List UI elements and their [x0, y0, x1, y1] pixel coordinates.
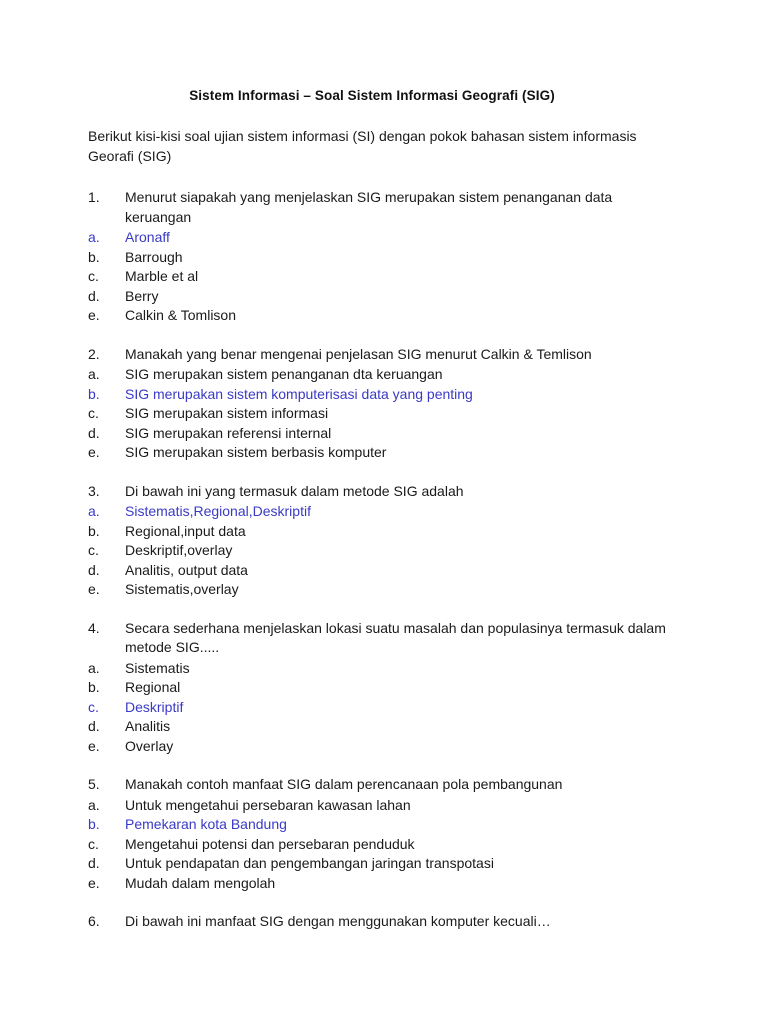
- question-text: Manakah yang benar mengenai penjelasan SIG menurut Calkin & Temlison: [125, 345, 592, 362]
- answer-option[interactable]: [88, 248, 666, 268]
- question-number: 2.: [88, 345, 100, 362]
- answer-option[interactable]: [88, 561, 666, 581]
- question-text: Menurut siapakah yang menjelaskan SIG merupakan sistem penanganan data keruangan: [125, 189, 613, 225]
- option-text: Deskriptif,overlay: [125, 542, 233, 558]
- option-text: Untuk pendapatan dan pengembangan jaringan transpotasi: [125, 855, 494, 871]
- option-text: Calkin & Tomlison: [125, 307, 237, 323]
- option-letter: c.: [88, 542, 99, 558]
- option-letter: d.: [88, 424, 100, 441]
- option-letter: b.: [88, 385, 100, 402]
- option-letter: b.: [88, 522, 100, 539]
- option-text: Mudah dalam mengolah: [125, 874, 276, 891]
- option-text: SIG merupakan referensi internal: [125, 424, 332, 441]
- option-text: Aronaff: [125, 229, 170, 245]
- question-line: [88, 912, 666, 932]
- question-line: [88, 482, 666, 502]
- option-text: SIG merupakan sistem penanganan dta keruangan: [125, 366, 443, 382]
- answer-option[interactable]: [88, 815, 666, 835]
- question-text: Secara sederhana menjelaskan lokasi suatu masalah dan populasinya termasuk dalam metode SIG.....: [125, 619, 666, 655]
- option-letter: d.: [88, 287, 100, 304]
- answer-option[interactable]: [88, 404, 666, 424]
- answer-option[interactable]: [88, 659, 666, 679]
- option-letter: e.: [88, 307, 100, 323]
- option-text: Mengetahui potensi dan persebaran penduduk: [125, 835, 415, 852]
- questions-list: [88, 188, 668, 932]
- option-letter: c.: [88, 698, 99, 715]
- answer-option[interactable]: [88, 678, 666, 698]
- question-text: Di bawah ini manfaat SIG dengan menggunakan komputer kecuali…: [125, 913, 551, 929]
- option-text: Pemekaran kota Bandung: [125, 816, 287, 832]
- option-letter: b.: [88, 248, 100, 265]
- answer-option[interactable]: [88, 835, 666, 855]
- question-block: [88, 188, 668, 326]
- option-text: Analitis, output data: [125, 561, 248, 578]
- answer-option[interactable]: [88, 854, 666, 874]
- option-text: SIG merupakan sistem komputerisasi data yang penting: [125, 385, 473, 402]
- question-number: 4.: [88, 619, 100, 636]
- option-letter: e.: [88, 874, 100, 891]
- option-letter: a.: [88, 659, 100, 676]
- answer-option[interactable]: [88, 580, 666, 600]
- question-text: Di bawah ini yang termasuk dalam metode SIG adalah: [125, 482, 464, 499]
- option-letter: a.: [88, 503, 100, 519]
- answer-option[interactable]: [88, 443, 666, 463]
- question-line: [88, 619, 666, 658]
- answer-option[interactable]: [88, 522, 666, 542]
- option-letter: b.: [88, 679, 100, 695]
- option-text: Analitis: [125, 718, 171, 734]
- option-text: Sistematis: [125, 659, 190, 676]
- answer-option[interactable]: [88, 424, 666, 444]
- option-letter: e.: [88, 737, 100, 754]
- page-title: Sistem Informasi – Soal Sistem Informasi Geografi (SIG): [189, 88, 555, 103]
- option-letter: c.: [88, 405, 99, 421]
- option-text: Marble et al: [125, 268, 199, 284]
- option-text: Untuk mengetahui persebaran kawasan lahan: [125, 796, 411, 813]
- intro-paragraph: Berikut kisi-kisi soal ujian sistem informasi (SI) dengan pokok bahasan sistem informasis Georafi (SIG): [88, 128, 637, 164]
- option-text: Regional,input data: [125, 522, 246, 539]
- question-line: [88, 188, 666, 227]
- answer-option[interactable]: [88, 287, 666, 307]
- question-block: [88, 912, 668, 932]
- answer-option[interactable]: [88, 365, 666, 385]
- option-letter: a.: [88, 796, 100, 813]
- answer-option[interactable]: [88, 502, 666, 522]
- option-text: Barrough: [125, 248, 183, 265]
- question-number: 1.: [88, 189, 100, 205]
- answer-option[interactable]: [88, 796, 666, 816]
- answer-option[interactable]: [88, 228, 666, 248]
- option-text: Sistematis,overlay: [125, 581, 239, 597]
- option-letter: e.: [88, 444, 100, 460]
- option-letter: d.: [88, 561, 100, 578]
- answer-option[interactable]: [88, 385, 666, 405]
- option-letter: e.: [88, 581, 100, 597]
- option-letter: d.: [88, 718, 100, 734]
- option-letter: c.: [88, 268, 99, 284]
- option-text: SIG merupakan sistem informasi: [125, 405, 329, 421]
- question-block: [88, 482, 668, 600]
- question-number: 3.: [88, 482, 100, 499]
- question-block: [88, 775, 668, 893]
- option-text: SIG merupakan sistem berbasis komputer: [125, 444, 387, 460]
- question-number: 6.: [88, 913, 100, 929]
- option-text: Regional: [125, 679, 181, 695]
- answer-option[interactable]: [88, 737, 666, 757]
- question-number: 5.: [88, 776, 100, 792]
- option-text: Deskriptif: [125, 698, 184, 715]
- question-block: [88, 345, 668, 463]
- option-letter: a.: [88, 229, 100, 245]
- option-text: Berry: [125, 287, 159, 304]
- option-letter: b.: [88, 816, 100, 832]
- option-letter: a.: [88, 366, 100, 382]
- option-letter: d.: [88, 855, 100, 871]
- question-text: Manakah contoh manfaat SIG dalam perencanaan pola pembangunan: [125, 776, 563, 792]
- answer-option[interactable]: [88, 267, 666, 287]
- question-block: [88, 619, 668, 757]
- answer-option[interactable]: [88, 717, 666, 737]
- answer-option[interactable]: [88, 541, 666, 561]
- question-line: [88, 775, 666, 795]
- answer-option[interactable]: [88, 306, 666, 326]
- option-text: Overlay: [125, 737, 174, 754]
- option-text: Sistematis,Regional,Deskriptif: [125, 503, 311, 519]
- answer-option[interactable]: [88, 874, 666, 894]
- question-line: [88, 345, 666, 365]
- answer-option[interactable]: [88, 698, 666, 718]
- option-letter: c.: [88, 835, 99, 852]
